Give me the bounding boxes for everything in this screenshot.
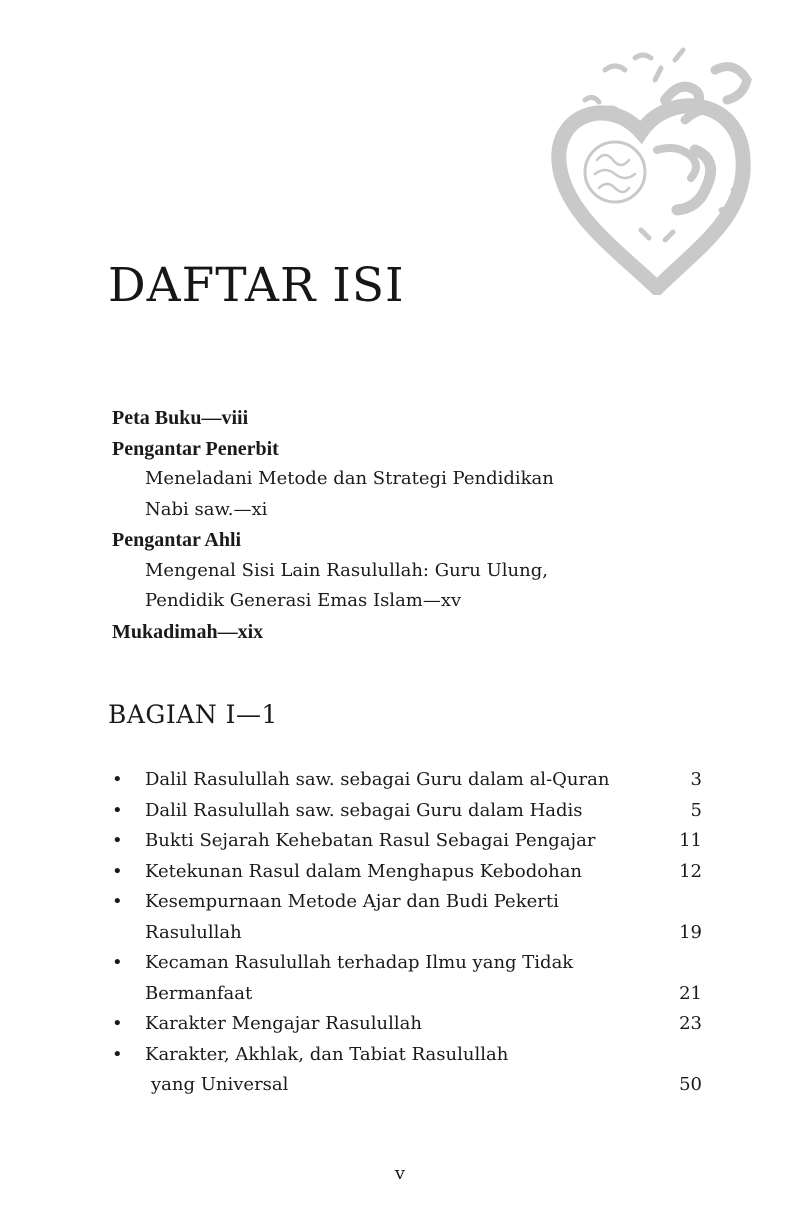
toc-entry-title: Ketekunan Rasul dalam Menghapus Kebodohan [145, 860, 583, 882]
bullet-icon: • [112, 1013, 123, 1034]
toc-entry-title: Kesempurnaan Metode Ajar dan Budi Pekerti [145, 891, 559, 912]
toc-entry-page: 12 [679, 860, 702, 882]
penerbit-subtitle-line-1: Meneladani Metode dan Strategi Pendidikan [145, 468, 554, 489]
toc-entry-page: 19 [679, 921, 702, 943]
toc-list [112, 765, 702, 1101]
toc-entry-title: Dalil Rasulullah saw. sebagai Guru dalam Hadis [145, 799, 583, 821]
bullet-icon: • [112, 769, 123, 790]
toc-entry [112, 1040, 702, 1101]
bullet-icon: • [112, 1043, 123, 1065]
page-title: DAFTAR ISI [108, 258, 405, 313]
toc-mukadimah: Mukadimah—xix [112, 620, 264, 643]
toc-entry [112, 887, 702, 948]
toc-entry [112, 826, 702, 857]
toc-entry [112, 765, 702, 796]
bullet-icon: • [112, 860, 123, 882]
toc-entry-page: 3 [690, 769, 702, 790]
toc-entry [112, 948, 702, 1009]
bullet-icon: • [112, 952, 123, 973]
section-heading: BAGIAN I—1 [108, 700, 278, 729]
toc-entry-title-continued: Rasulullah [145, 921, 242, 943]
toc-entry-page: 50 [679, 1074, 702, 1095]
toc-entry-title: Dalil Rasulullah saw. sebagai Guru dalam al-Quran [145, 769, 610, 790]
toc-entry-page: 21 [679, 982, 702, 1004]
toc-entry-title: Kecaman Rasulullah terhadap Ilmu yang Tidak [145, 952, 574, 973]
toc-entry-title: Bukti Sejarah Kehebatan Rasul Sebagai Pengajar [145, 830, 596, 851]
toc-entry-title-continued: Bermanfaat [145, 982, 253, 1004]
toc-entry-title: Karakter, Akhlak, dan Tabiat Rasulullah [145, 1043, 509, 1065]
toc-entry-page: 5 [690, 799, 702, 821]
bullet-icon: • [112, 891, 123, 912]
calligraphy-heart-icon [545, 40, 760, 295]
bullet-icon: • [112, 799, 123, 821]
page-number: v [394, 1163, 406, 1184]
ahli-subtitle-line-2: Pendidik Generasi Emas Islam—xv [145, 590, 462, 611]
penerbit-subtitle-line-2: Nabi saw.—xi [145, 498, 268, 520]
toc-entry-title: Karakter Mengajar Rasulullah [145, 1013, 422, 1034]
toc-entry-page: 11 [679, 830, 702, 851]
toc-pengantar-ahli: Pengantar Ahli [112, 529, 242, 551]
toc-entry [112, 1009, 702, 1040]
ahli-subtitle-line-1: Mengenal Sisi Lain Rasulullah: Guru Ulung, [145, 559, 548, 581]
toc-entry [112, 857, 702, 888]
toc-pengantar-penerbit: Pengantar Penerbit [112, 437, 279, 460]
toc-entry [112, 796, 702, 827]
toc-peta-buku: Peta Buku—viii [112, 407, 249, 429]
toc-entry-page: 23 [679, 1013, 702, 1034]
front-matter-list [112, 403, 732, 647]
bullet-icon: • [112, 830, 123, 851]
toc-entry-title-continued: yang Universal [151, 1074, 289, 1095]
